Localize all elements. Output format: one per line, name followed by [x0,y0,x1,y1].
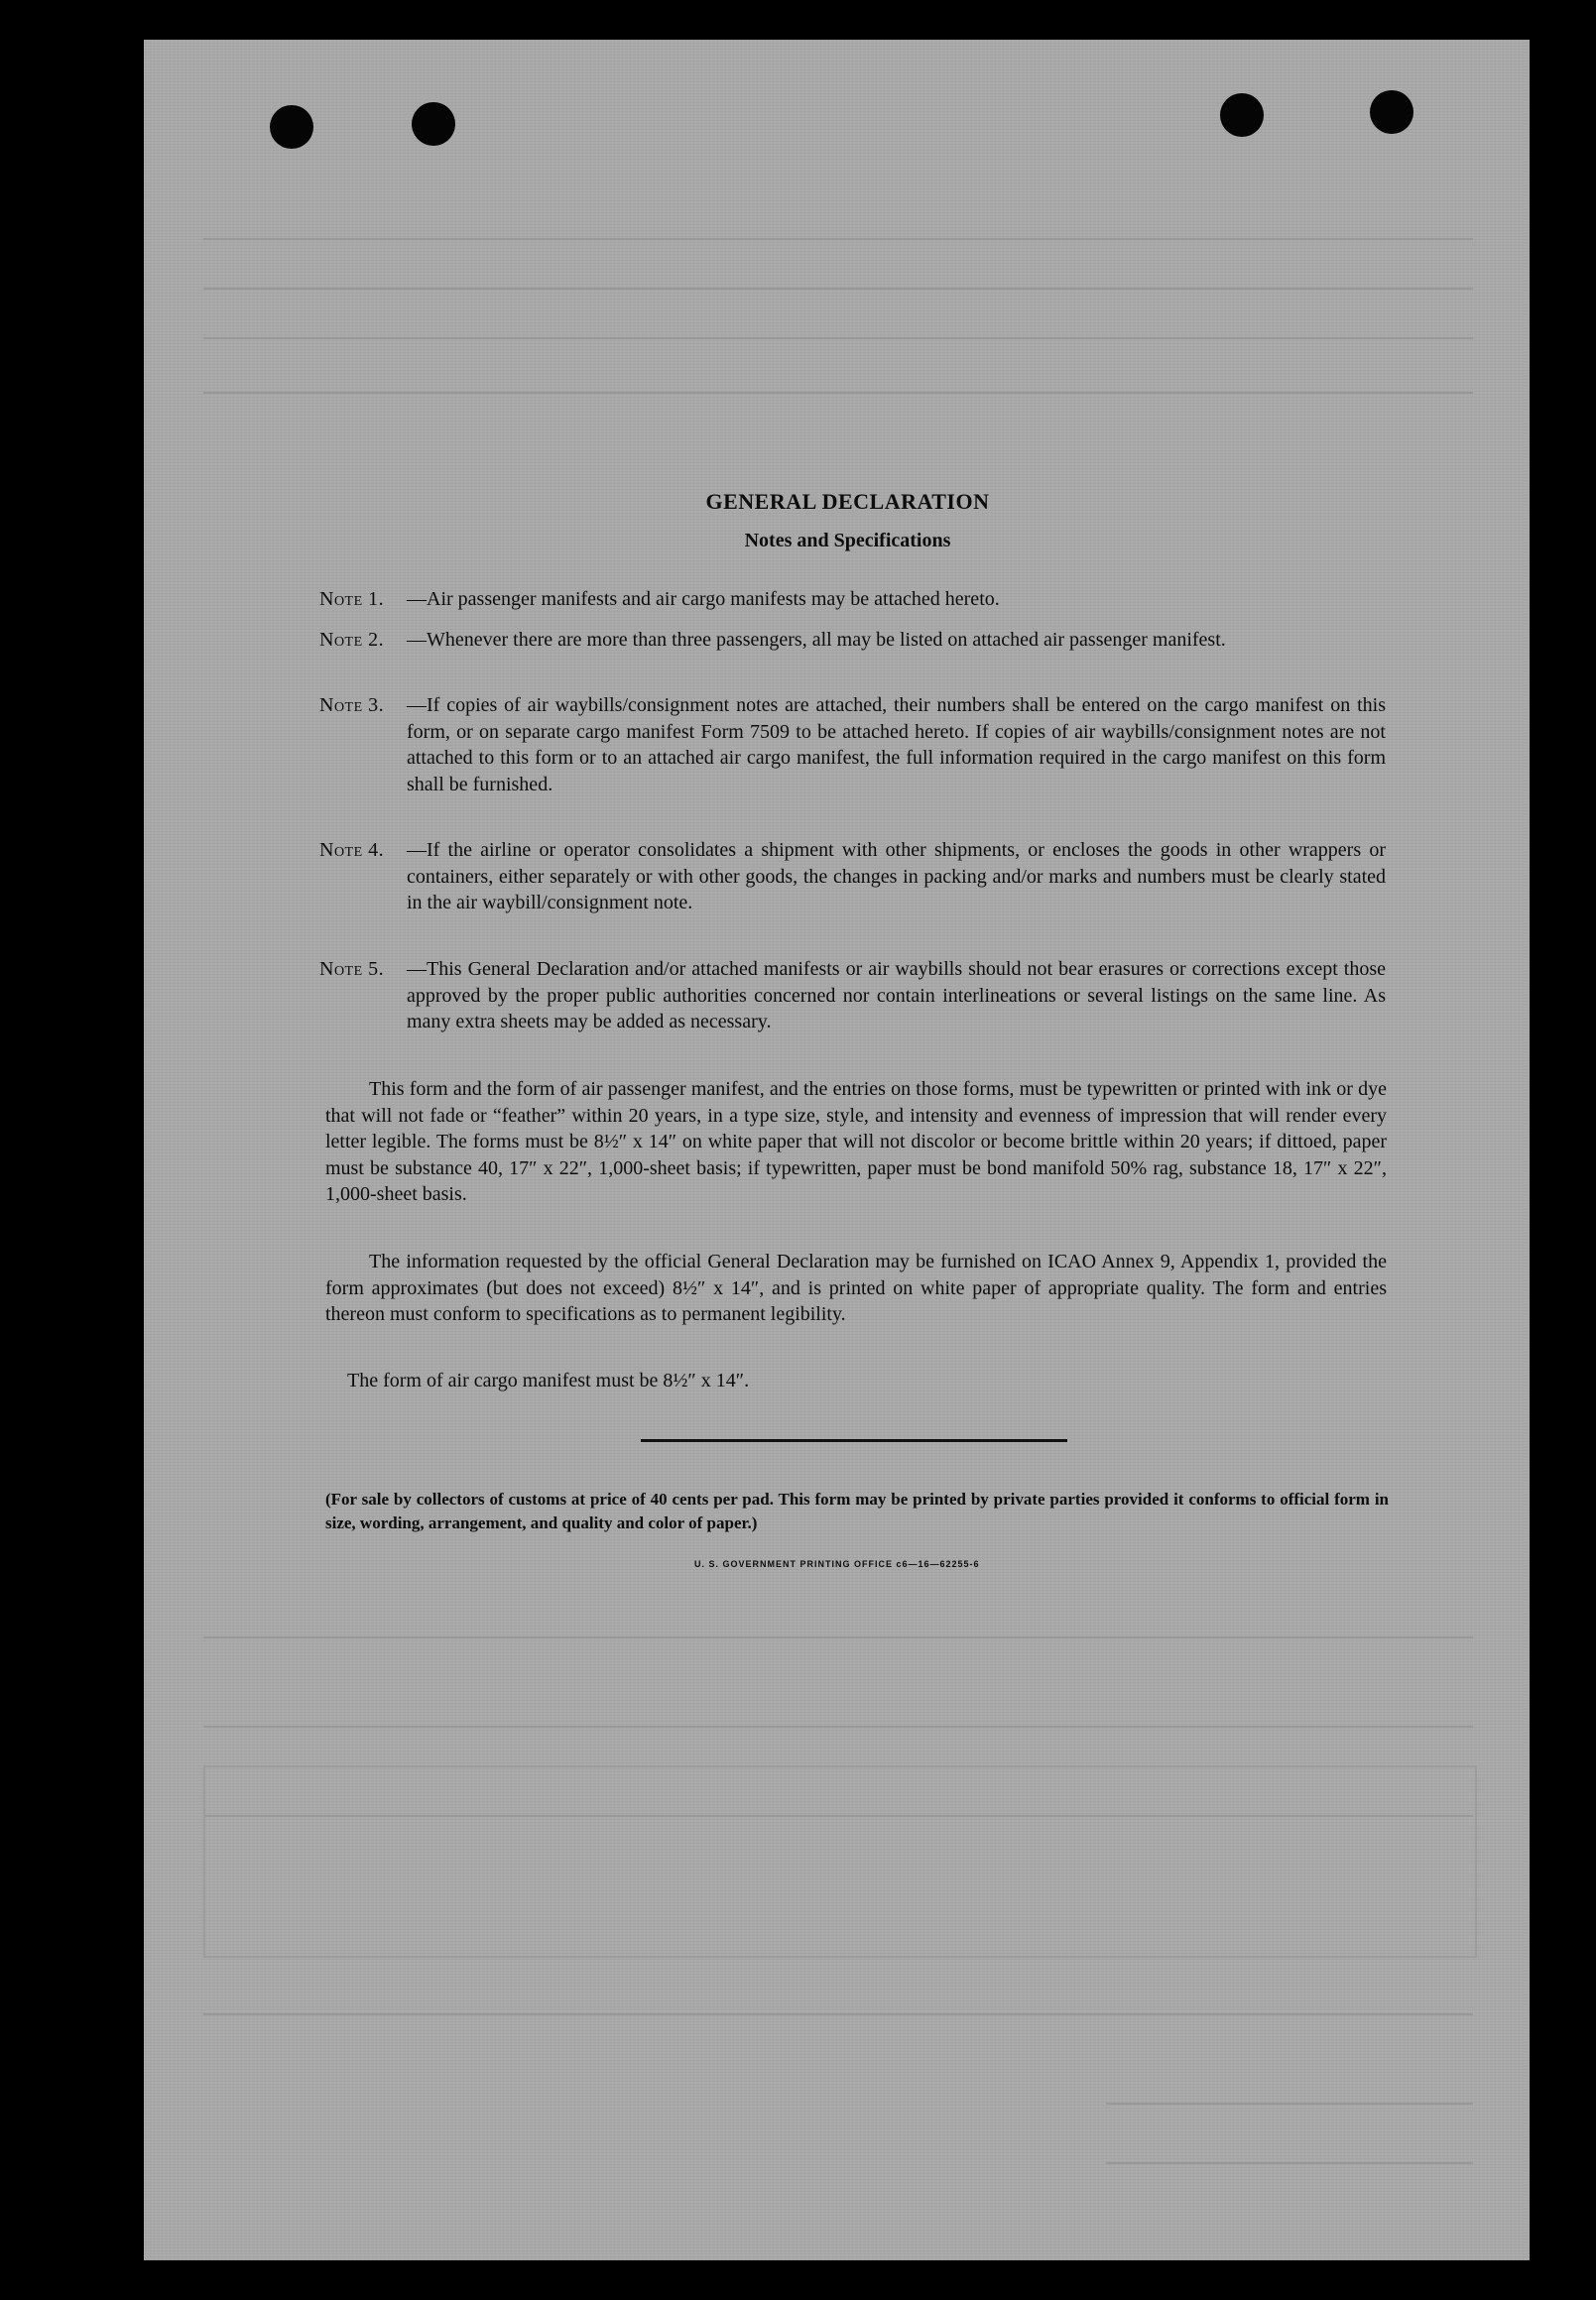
note-label: Note 4. [319,839,385,861]
document-title: GENERAL DECLARATION [705,489,990,514]
note-5 [319,956,1386,1035]
bleed-through-line [1106,2103,1473,2105]
note-label: Note 5. [319,958,385,980]
bleed-through-line [203,1726,1473,1728]
paragraph-legibility: This form and the form of air passenger manifest, and the entries on those forms, must be typewritten or printed with ink or dye that will not fade or “feather” within 20 years, in a type size, style, and intensity and evenness of impression that will render every letter legible. The forms must be 8½″ x 14″ on white paper that will not discolor or become brittle within 20 years; if dittoed, paper must be substance 40, 17″ x 22″, 1,000-sheet basis; if typewritten, paper must be bond manifold 50% rag, substance 18, 17″ x 22″, 1,000-sheet basis. [325,1078,1387,1205]
note-4 [319,837,1386,916]
printer-imprint: U. S. GOVERNMENT PRINTING OFFICE c6—16—62255-6 [694,1559,980,1569]
punch-hole [412,102,455,146]
note-label: Note 3. [319,694,385,716]
separator-rule [641,1439,1067,1442]
paragraph-cargo-manifest-size: The form of air cargo manifest must be 8½″ x 14″. [347,1370,750,1392]
note-label: Note 1. [319,588,385,610]
punch-hole [270,105,313,149]
note-1 [319,586,1386,613]
bleed-through-line [203,1636,1473,1638]
bleed-through-line [203,337,1473,339]
bleed-through-line [203,392,1473,394]
bleed-through-box [203,1765,1477,1958]
document-subtitle: Notes and Specifications [744,530,951,551]
note-text: —Whenever there are more than three passengers, all may be listed on attached air passenger manifest. [407,629,1226,651]
bleed-through-line [1106,2162,1473,2164]
punch-hole [1370,90,1413,134]
note-text: —Air passenger manifests and air cargo manifests may be attached hereto. [407,588,1000,610]
note-label: Note 2. [319,629,385,651]
specification-paragraphs [325,1076,1387,1208]
specification-paragraphs [325,1368,1387,1394]
bleed-through-line [203,2013,1473,2015]
punch-hole [1220,93,1264,137]
note-text: —If the airline or operator consolidates a shipment with other shipments, or encloses the goods in other wrappers or containers, either separately or with other goods, the changes in packing and/or marks and numbers must be clearly stated in the air waybill/consignment note. [407,839,1386,913]
note-2 [319,627,1386,654]
bleed-through-line [203,288,1473,290]
note-3 [319,692,1386,797]
note-text: —This General Declaration and/or attached manifests or air waybills should not bear erasures or corrections except those approved by the proper public authorities concerned nor contain interlineations or several listings on the same line. As many extra sheets may be added as necessary. [407,958,1386,1032]
sale-notice: (For sale by collectors of customs at price of 40 cents per pad. This form may be printed by private parties provided it conforms to official form in size, wording, arrangement, and quality and color of paper.) [325,1490,1389,1532]
paragraph-icao: The information requested by the official General Declaration may be furnished on ICAO Annex 9, Appendix 1, provided the form approximates (but does not exceed) 8½″ x 14″, and is printed on white paper of appropriate quality. The form and entries thereon must conform to specifications as to permanent legibility. [325,1251,1387,1325]
bleed-through-line [203,238,1473,240]
specification-paragraphs [325,1249,1387,1328]
note-text: —If copies of air waybills/consignment notes are attached, their numbers shall be entered on the cargo manifest on this form, or on separate cargo manifest Form 7509 to be attached hereto. If copies of air waybills/consignment notes are not attached to this form or to an attached air cargo manifest, the full information required in the cargo manifest on this form shall be furnished. [407,694,1386,795]
